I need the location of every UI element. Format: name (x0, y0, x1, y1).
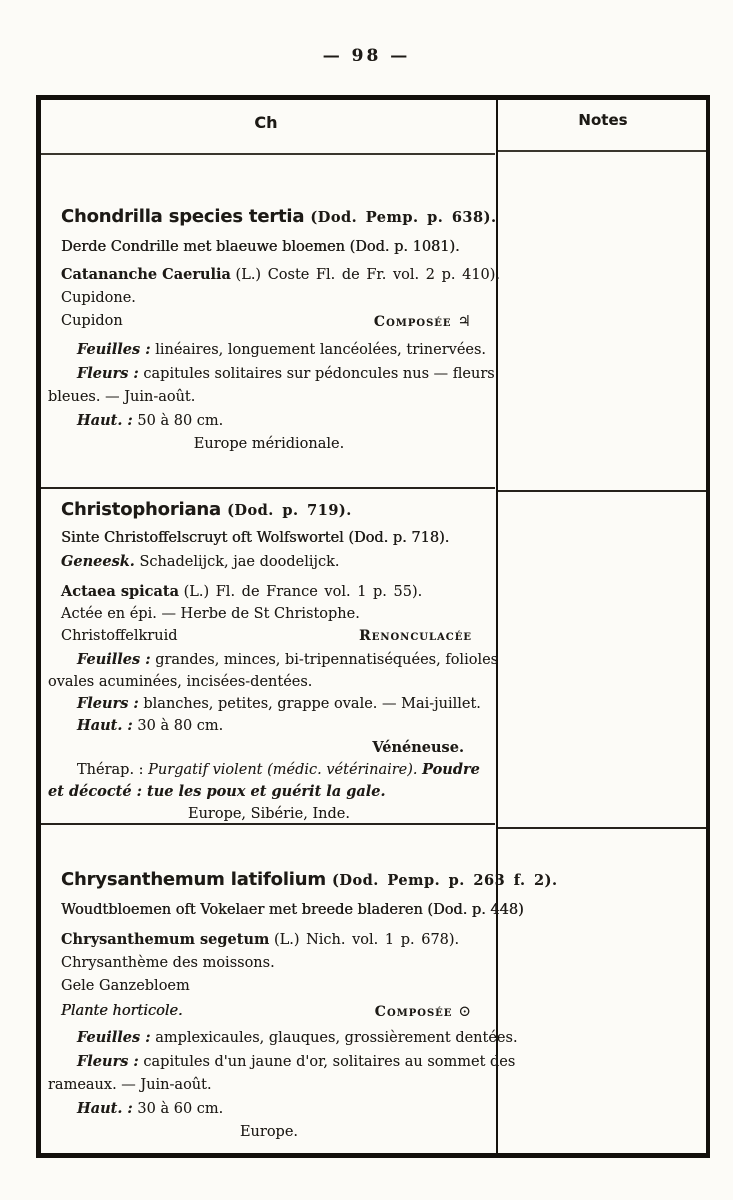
distribution-line: Europe, Sibérie, Inde. (187, 806, 350, 822)
accepted-reference: (L.) Fl. de France vol. 1 p. 55). (183, 584, 423, 600)
common-name-family-line (48, 625, 490, 647)
title-reference: (Dod. Pemp. p. 638). (310, 209, 497, 226)
leaves-text: amplexicaules, glauques, grossièrement dentées. (155, 1030, 518, 1046)
entry-christophoriana (48, 496, 499, 825)
entry-title-name: Chondrilla species tertia (61, 206, 305, 227)
family-label: Composée ⊙ (374, 1002, 472, 1020)
height-value: 30 à 60 cm. (137, 1101, 224, 1117)
medical-text: Schadelijck, jae doodelijck. (139, 554, 340, 570)
flowers-line (48, 1050, 516, 1074)
leaves-label: Feuilles : (77, 341, 151, 358)
height-line (48, 715, 490, 737)
leaves-line-continued: ovales acuminées, incisées-dentées. (48, 674, 313, 690)
column-header-notes: Notes (578, 111, 628, 129)
therapeutic-label: Thérap. : (77, 762, 144, 778)
entry-chondrilla (48, 203, 501, 456)
entry-title (48, 203, 497, 232)
plant-note: Plante horticole. (61, 1003, 183, 1019)
entry-title-name: Christophoriana (61, 499, 221, 520)
perennial-symbol-icon: ♃ (457, 312, 472, 330)
accepted-name-line (48, 581, 490, 603)
distribution-line: Europe méridionale. (193, 436, 345, 452)
height-label: Haut. : (77, 412, 133, 429)
height-line (48, 1097, 490, 1121)
flowers-label: Fleurs : (77, 695, 139, 712)
therapeutic-use: Purgatif violent (médic. vétérinaire). (148, 762, 418, 778)
page-number: — 98 — (322, 46, 411, 66)
plant-note-family-line (48, 1000, 490, 1024)
flowers-line (48, 362, 495, 386)
accepted-name: Chrysanthemum segetum (61, 931, 270, 948)
medical-note-line (48, 551, 490, 573)
accepted-name: Actaea spicata (61, 583, 179, 600)
synonym-line: Derde Condrille met blaeuwe bloemen (Dod. p. 1081). (61, 239, 460, 255)
therapeutic-remedy: Poudre (422, 761, 480, 778)
leaves-text: linéaires, longuement lancéolées, trinervées. (155, 342, 487, 358)
flowers-line-continued: bleues. — Juin-août. (48, 389, 196, 405)
header-divider-left (41, 153, 495, 155)
leaves-text: grandes, minces, bi-tripennatiséquées, folioles (155, 652, 499, 668)
leaves-label: Feuilles : (77, 1029, 151, 1046)
title-reference: (Dod. Pemp. p. 263 f. 2). (332, 872, 558, 889)
common-name-line: Actée en épi. — Herbe de St Christophe. (61, 606, 360, 622)
common-name: Christoffelkruid (61, 628, 178, 644)
common-name-family-line (48, 310, 490, 334)
flowers-line-continued: rameaux. — Juin-août. (48, 1077, 212, 1093)
entry-title-name: Chrysanthemum latifolium (61, 869, 326, 890)
row-divider-1-left (41, 487, 495, 489)
flowers-label: Fleurs : (77, 365, 139, 382)
medical-label: Geneesk. (61, 553, 135, 570)
synonym-line: Sinte Christoffelscruyt oft Wolfswortel (Dod. p. 718). (61, 530, 450, 546)
flowers-line (48, 693, 490, 715)
leaves-line (48, 1026, 518, 1050)
accepted-reference: (L.) Coste Fl. de Fr. vol. 2 p. 410). (235, 267, 501, 283)
common-name-line: Chrysanthème des moissons. (61, 955, 275, 971)
common-name: Cupidon (61, 313, 123, 329)
distribution-line: Europe. (239, 1124, 299, 1140)
height-value: 30 à 80 cm. (137, 718, 224, 734)
common-name-line-2: Gele Ganzebloem (61, 978, 190, 994)
toxicity-line: Vénéneuse. (372, 739, 464, 756)
entry-chrysanthemum (48, 866, 558, 1144)
flowers-text: blanches, petites, grappe ovale. — Mai-juillet. (143, 696, 481, 712)
accepted-reference: (L.) Nich. vol. 1 p. 678). (273, 932, 460, 948)
entry-title (48, 866, 558, 895)
title-reference: (Dod. p. 719). (227, 502, 352, 519)
therapeutic-line (48, 759, 490, 781)
height-label: Haut. : (77, 1100, 133, 1117)
accepted-name-line (48, 928, 490, 952)
common-name-line: Cupidone. (61, 290, 136, 306)
height-label: Haut. : (77, 717, 133, 734)
synonym-line: Woudtbloemen oft Vokelaer met breede bladeren (Dod. p. 448) (61, 902, 524, 918)
family-label: Renonculacée (359, 628, 472, 644)
entry-title (48, 496, 490, 525)
leaves-line (48, 649, 499, 671)
flowers-text: capitules solitaires sur pédoncules nus — fleurs (143, 366, 495, 382)
header-divider-right (498, 150, 706, 152)
family-label: Composée ♃ (373, 312, 472, 330)
accepted-name-line (48, 263, 501, 287)
flowers-text: capitules d'un jaune d'or, solitaires au sommet des (143, 1054, 516, 1070)
height-line (48, 409, 490, 433)
column-header-ch: Ch (254, 113, 278, 132)
leaves-line (48, 338, 490, 362)
leaves-label: Feuilles : (77, 651, 151, 668)
therapeutic-line-continued: et décocté : tue les poux et guérit la gale. (48, 783, 386, 800)
notes-column (498, 154, 706, 1154)
accepted-name: Catananche Caerulia (61, 266, 231, 283)
annual-symbol-icon: ⊙ (458, 1002, 472, 1020)
height-value: 50 à 80 cm. (137, 413, 224, 429)
flowers-label: Fleurs : (77, 1053, 139, 1070)
